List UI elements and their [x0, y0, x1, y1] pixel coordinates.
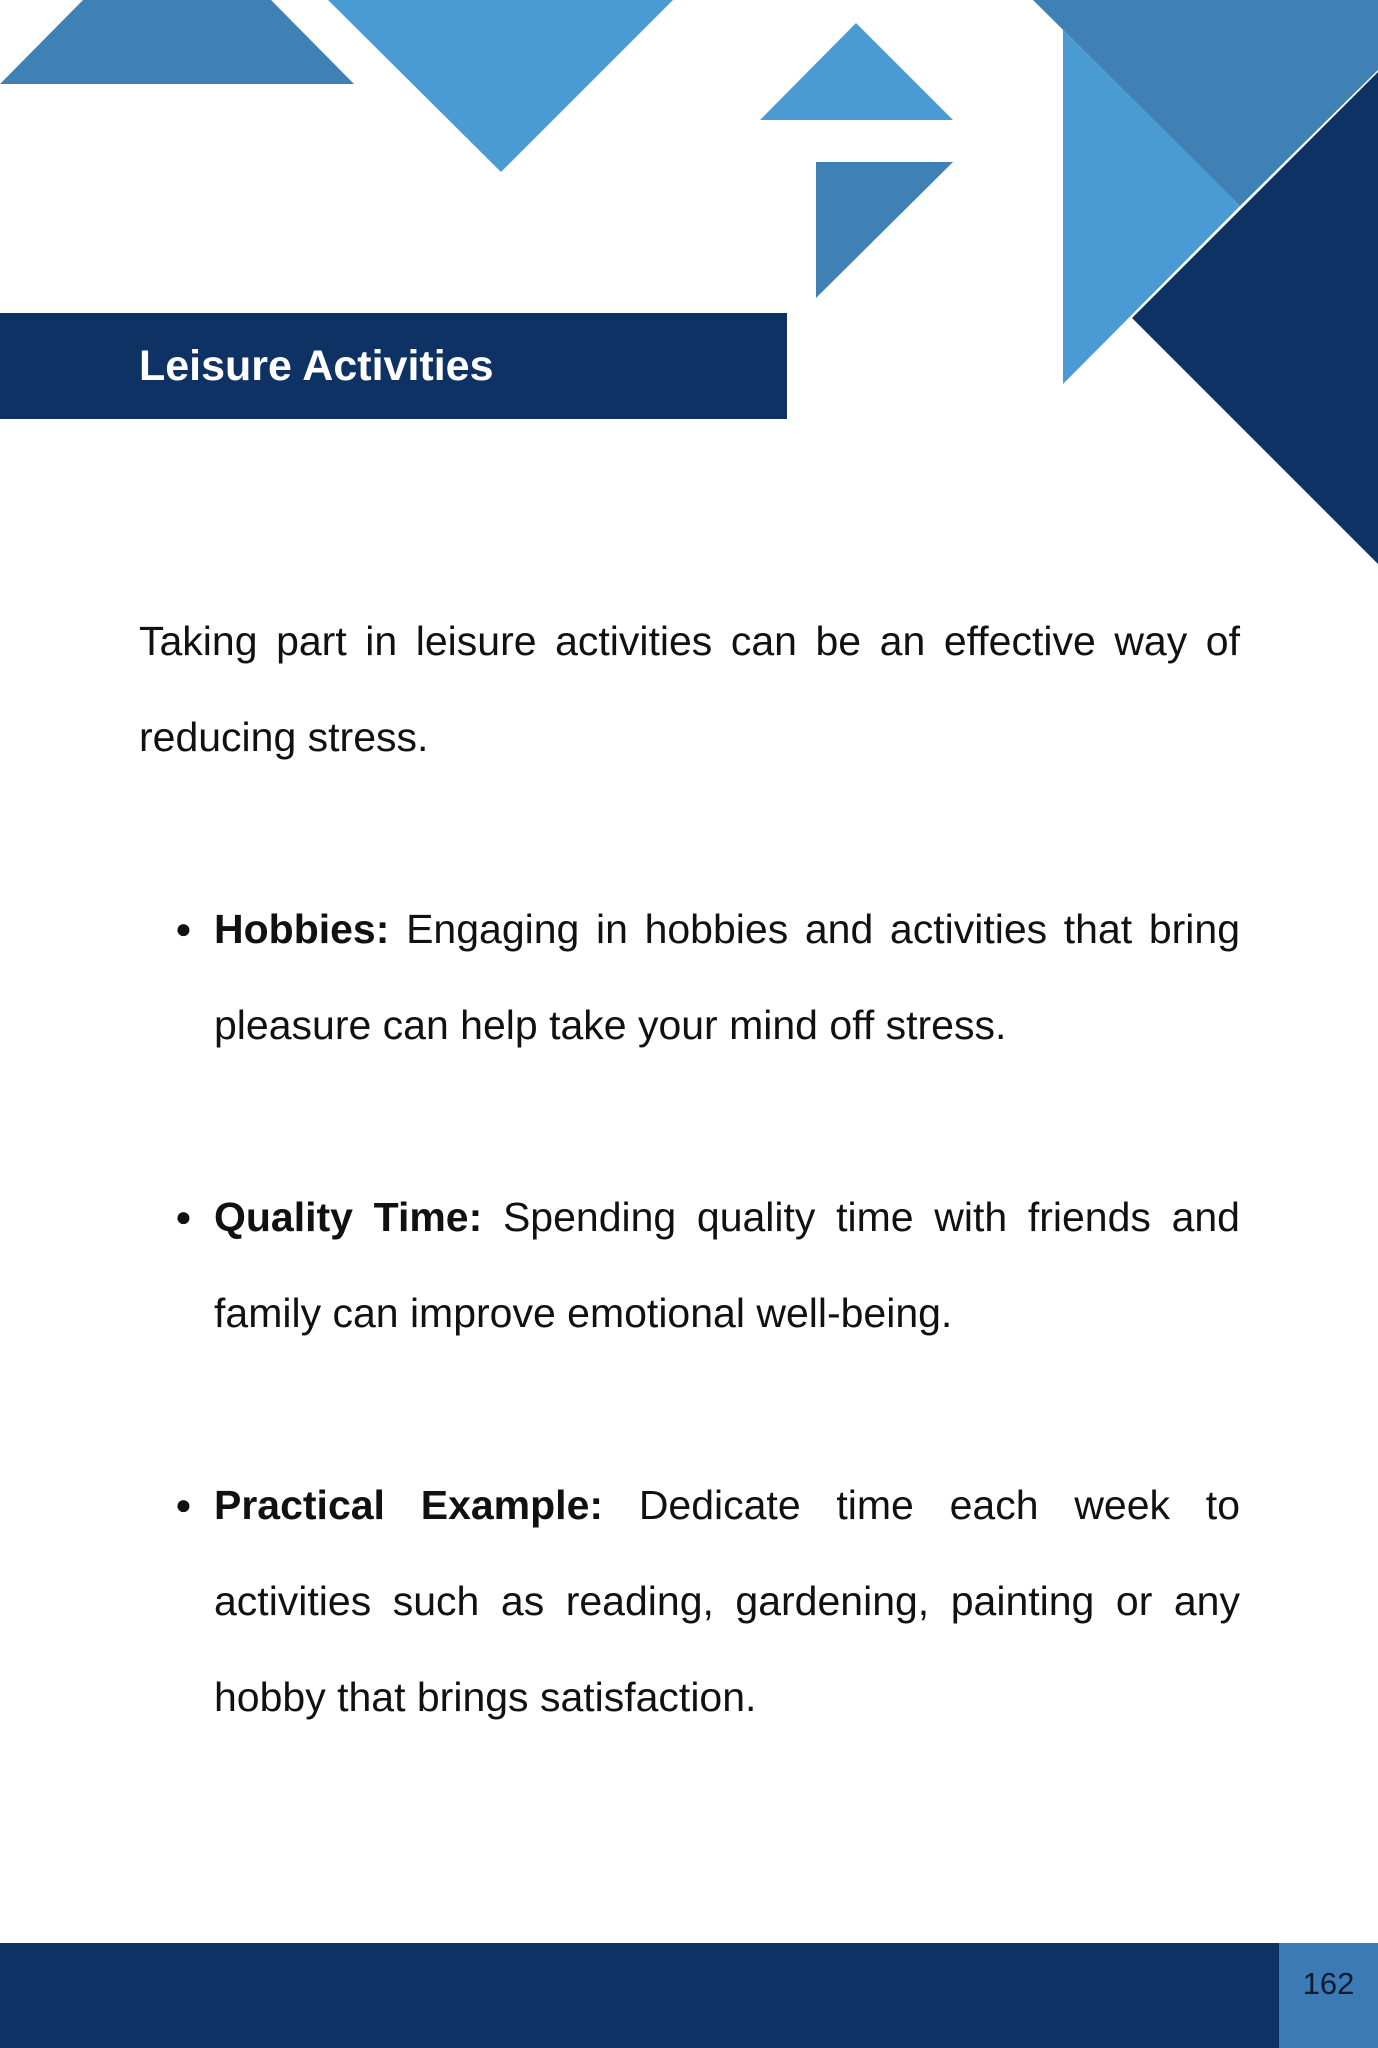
triangle-top-center	[328, 0, 673, 172]
bullet-dot-icon: ●	[175, 1201, 192, 1232]
list-item-practical-example	[139, 1457, 1240, 1745]
main-content	[139, 593, 1240, 1841]
bullet-list	[139, 881, 1240, 1745]
intro-paragraph: Taking part in leisure activities can be an effective way of reducing stress.	[139, 618, 1240, 760]
bullet-term: Hobbies:	[214, 906, 390, 952]
bullet-term: Practical Example:	[214, 1482, 604, 1528]
bullet-text: Engaging in hobbies and activities that bring pleasure can help take your mind off stress.	[214, 906, 1240, 1048]
header-triangle-decoration	[0, 0, 1378, 600]
triangle-small-down	[816, 162, 953, 298]
list-item-hobbies	[139, 881, 1240, 1073]
bullet-dot-icon: ●	[175, 913, 192, 944]
triangle-small-up	[760, 23, 953, 120]
page-number: 162	[1279, 1943, 1378, 2048]
title-banner	[0, 313, 787, 419]
list-item-quality-time	[139, 1169, 1240, 1361]
footer-bar	[0, 1943, 1378, 2048]
triangle-top-left	[0, 0, 354, 84]
bullet-text: Dedicate time each week to activities such as reading, gardening, painting or any hobby that brings satisfaction.	[214, 1482, 1240, 1720]
page-title: Leisure Activities	[139, 342, 494, 390]
bullet-text: Spending quality time with friends and family can improve emotional well-being.	[214, 1194, 1240, 1336]
bullet-term: Quality Time:	[214, 1194, 483, 1240]
bullet-dot-icon: ●	[175, 1489, 192, 1520]
